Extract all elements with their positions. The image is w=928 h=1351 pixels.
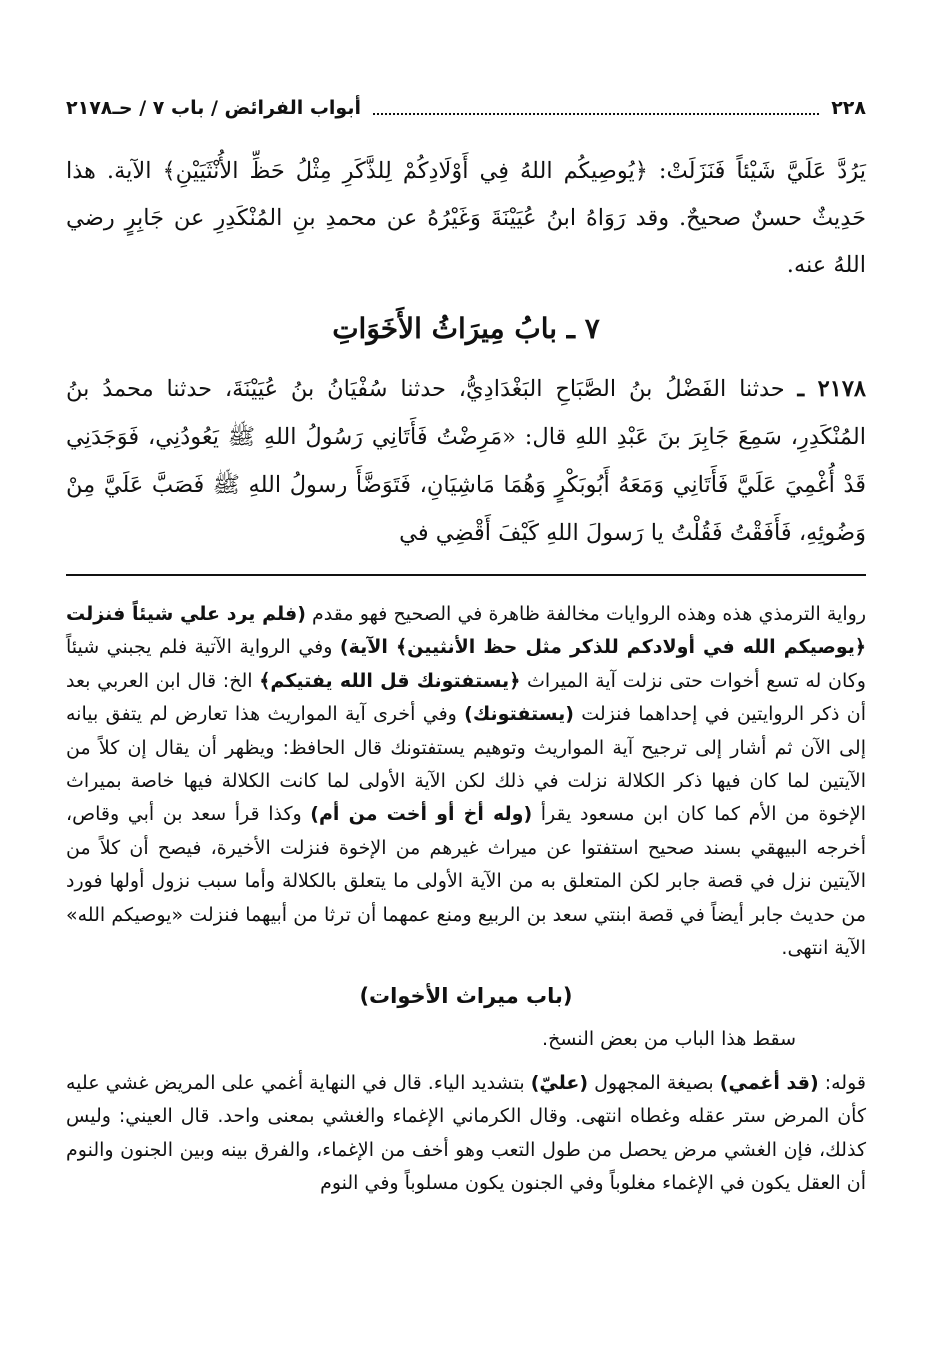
hadith-paragraph	[66, 365, 866, 557]
hadith-number: ٢١٧٨ ـ	[797, 376, 866, 402]
header-leader-dots	[373, 101, 819, 115]
commentary-text: وفي الرواية الآتية فلم يجبني شيئاً وكان له تسع أخوات حتى نزلت آية الميراث	[66, 636, 866, 692]
commentary-text: وكذا قرأ سعد بن أبي وقاص، أخرجه البيهقي بسند صحيح استفتوا عن ميراث غيرهم من الإخوة فنزلت الأخيرة، فيصح أن كلاً من الآيتين نزل في قصة جابر لكن المتعلق به من الآية الأولى ما يتعلق بالكلالة وأما سبب نزول أولها فورد من حديث جابر أيضاً في قصة ابنتي سعد بن الربيع ومنع عمهما أن ترثا من أبيهما فنزلت «يوصيكم الله» الآية انتهى.	[66, 803, 866, 960]
commentary-paragraph-1	[66, 598, 866, 965]
page-header	[66, 92, 866, 124]
quoted-text: (عليّ)	[530, 1071, 589, 1094]
commentary-text: بتشديد الياء. قال في النهاية أغمي على المريض غشي عليه كأن المرض ستر عقله وغطاه انتهى. وقال الكرماني الإغماء والغشي بمعنى واحد. قال العيني: وليس كذلك، فإن الغشي مرض يحصل من طول التعب وهو أخف من الإغماء، والفرق بينه وبين الجنون والنوم أن العقل يكون في الإغماء مغلوباً وفي الجنون يكون مسلوباً وفي النوم	[66, 1071, 866, 1195]
commentary-paragraph-2	[66, 1067, 866, 1201]
quoted-text: (وله أخ أو أخت من أم)	[310, 803, 533, 826]
commentary-text: بصيغة المجهول	[588, 1071, 720, 1094]
hadith-block	[66, 365, 866, 557]
hadith-text: حدثنا الفَضْلُ بنُ الصَّبَاحِ البَغْدَادِيُّ، حدثنا سُفْيَانُ بنُ عُيَيْنَةَ، حدثنا محمدُ بنُ المُنْكَدِرِ، سَمِعَ جَابِرَ بنَ عَبْدِ اللهِ قال: «مَرِضْتُ فَأَتَانِي رَسُولُ اللهِ ﷺ يَعُودُنِي، فَوَجَدَنِي قَدْ أُغْمِيَ عَلَيَّ فَأَتَانِي وَمَعَهُ أَبُوبَكْرٍ وَهُمَا مَاشِيَانِ، فَتَوَضَّأَ رسولُ اللهِ ﷺ فَصَبَّ عَلَيَّ مِنْ وَضُوئِهِ، فَأَفَقْتُ فَقُلْتُ يا رَسولَ اللهِ كَيْفَ أَقْضِي في	[66, 376, 866, 546]
commentary-text: رواية الترمذي هذه وهذه الروايات مخالفة ظاهرة في الصحيح فهو مقدم	[305, 603, 866, 625]
commentary-text: الخ: قال ابن العربي بعد أن ذكر الروايتين في إحداهما فنزلت	[66, 669, 866, 726]
commentary-text: قوله:	[818, 1071, 866, 1094]
book-page	[66, 0, 866, 1351]
running-title: أبواب الفرائض / باب ٧ / حـ٢١٧٨	[66, 97, 361, 119]
footnote-separator	[66, 574, 866, 576]
quoted-text: (فلم يرد علي شيئاً فنزلت ﴿يوصيكم الله في أولادكم للذكر مثل حظ الأنثيين﴾ الآية)	[66, 603, 866, 659]
quoted-verse: ﴿يستفتونك قل الله يفتيكم﴾	[259, 669, 521, 692]
chapter-title: ٧ ـ بابُ مِيرَاثُ الأَخَوَاتِ	[332, 312, 600, 345]
commentary-chapter-title: (باب ميراث الأخوات)	[359, 984, 573, 1009]
page-number: ٢٢٨	[831, 97, 866, 119]
main-text	[66, 148, 866, 557]
quoted-text: (قد أغمي)	[719, 1071, 819, 1094]
quoted-text: (يستفتونك)	[464, 703, 574, 726]
commentary	[66, 598, 866, 1201]
opening-paragraph: يَرُدَّ عَلَيَّ شَيْئاً فَنَزَلَتْ: ﴿يُوصِيكُم اللهُ فِي أَوْلَادِكُمْ لِلذَّكَرِ مِثْلُ حَظِّ الأُنْثَيَيْنِ﴾ الآية. هذا حَدِيثٌ حسنٌ صحيحٌ. وقد رَوَاهُ ابنُ عُيَيْنَةَ وَغَيْرُهُ عن محمدِ بنِ المُنْكَدِرِ عن جَابِرٍ رضي اللهُ عنه.	[66, 158, 866, 278]
dropped-chapter-note: سقط هذا الباب من بعض النسخ.	[542, 1028, 796, 1051]
commentary-text: وفي أخرى آية المواريث هذا تعارض لم يتفق بيانه إلى الآن ثم أشار إلى ترجيح آية المواريث وتوهيم يستفتونك قال الحافظ: ويظهر أن يقال إن كلاً من الآيتين لما كان فيها ذكر الكلالة نزلت في ذلك لكن الآية الأولى لما كانت الكلالة فيها خاصة بميراث الإخوة من الأم كما كان ابن مسعود يقرأ	[66, 703, 866, 826]
